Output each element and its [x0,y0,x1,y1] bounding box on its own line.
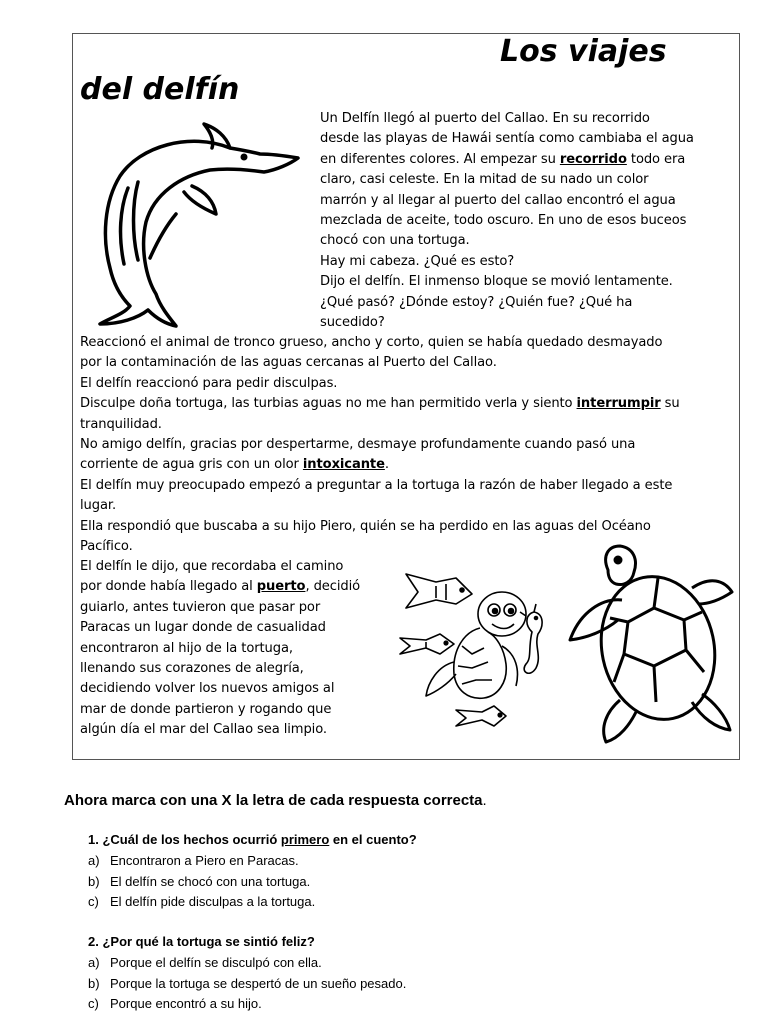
story-body-line [80,394,680,414]
story-closing-line: llenando sus corazones de alegría, [80,661,304,676]
story-body-line: Reaccionó el animal de tronco grueso, ancho y corto, quien se había quedado desmayado [80,335,663,350]
story-intro-line [320,150,685,170]
option-letter: c) [88,996,99,1011]
question-2-title [88,934,315,949]
quiz-instruction: Ahora marca con una X la letra de cada respuesta correcta. [64,792,487,809]
story-body-line [80,455,389,475]
story-intro-line: claro, casi celeste. En la mitad de su nado un color [320,172,649,188]
option-letter: a) [88,853,100,868]
story-intro-line: Dijo el delfín. El inmenso bloque se movió lentamente. [320,274,673,290]
story-closing-line: encontraron al hijo de la tortuga, [80,640,293,656]
option-letter: b) [88,873,100,889]
story-closing-line: El delfín le dijo, que recordaba el camino [80,559,344,574]
dolphin-illustration [80,118,304,330]
question-1-option[interactable] [88,894,315,909]
story-body-line: por la contaminación de las aguas cercanas al Puerto del Callao. [80,355,497,371]
question-1-option[interactable] [88,853,299,868]
option-letter: a) [88,955,100,970]
option-text: Porque el delfín se disculpó con ella. [110,955,322,970]
story-body-line: lugar. [80,498,117,514]
sea-turtle-illustration [562,542,738,748]
keyword-interrumpir: interrumpir [576,396,661,412]
story-closing-line [80,577,360,597]
story-intro-line: sucedido? [320,315,385,330]
question-2-option[interactable] [88,976,406,991]
option-letter: b) [88,975,100,991]
story-body-line: tranquilidad. [80,416,162,432]
question-text: 2. ¿Por qué la tortuga se sintió feliz? [88,934,315,949]
keyword-recorrido: recorrido [559,151,627,167]
text-segment: su [660,396,680,412]
keyword-intoxicante: intoxicante [302,457,385,473]
story-intro-line: ¿Qué pasó? ¿Dónde estoy? ¿Quién fue? ¿Qué ha [320,294,633,310]
text-segment: corriente de agua gris con un olor [80,457,303,473]
text-segment: por donde había llegado al [80,579,257,595]
story-intro-line: chocó con una tortuga. [320,233,470,249]
dolphin-eye [241,154,248,161]
story-intro-line: desde las playas de Hawái sentía como cambiaba el agua [320,131,694,147]
question-1-option[interactable] [88,874,310,889]
story-body-line: El delfín muy preocupado empezó a preguntar a la tortuga la razón de haber llegado a este [80,477,673,493]
story-title-line2: del delfín [80,72,240,107]
story-body-line: Ella respondió que buscaba a su hijo Piero, quién se ha perdido en las aguas del Océano [80,518,651,534]
question-keyword: primero [280,832,330,847]
option-text: El delfín se chocó con una tortuga. [110,873,311,889]
option-text: Porque encontró a su hijo. [110,996,262,1011]
story-intro-line: marrón y al llegar al puerto del callao encontró el agua [320,192,676,208]
question-2-option[interactable] [88,996,262,1011]
story-closing-line: mar de donde partieron y rogando que [80,701,332,717]
story-intro-line: mezclada de aceite, todo oscuro. En uno de esos buceos [320,213,687,228]
question-text: 1. ¿Cuál de los hechos ocurrió [88,832,281,847]
option-text: El delfín pide disculpas a la tortuga. [110,894,316,909]
text-segment: , decidió [305,579,361,595]
question-1-title [88,832,417,847]
text-segment: en diferentes colores. Al empezar su [320,151,560,167]
option-letter: c) [88,894,99,909]
text-segment: . [384,457,389,473]
keyword-puerto: puerto [256,579,306,595]
sea-friends-illustration [396,562,556,744]
story-intro-line: Hay mi cabeza. ¿Qué es esto? [320,253,515,269]
question-text: en el cuento? [329,832,417,847]
option-text: Porque la tortuga se despertó de un sueño pesado. [110,975,407,991]
story-body-line: Pacífico. [80,539,133,554]
story-closing-line: decidiendo volver los nuevos amigos al [80,681,335,697]
option-text: Encontraron a Piero en Paracas. [110,853,299,868]
story-intro-line: Un Delfín llegó al puerto del Callao. En su recorrido [320,111,650,126]
story-closing-line: algún día el mar del Callao sea limpio. [80,722,327,738]
story-title-line1: Los viajes [500,34,667,69]
question-2-option[interactable] [88,955,322,970]
story-closing-line: guiarlo, antes tuvieron que pasar por [80,599,321,615]
text-segment: todo era [626,151,686,167]
story-body-line: No amigo delfín, gracias por despertarme, desmaye profundamente cuando pasó una [80,437,636,452]
story-closing-line: Paracas un lugar donde de casualidad [80,620,326,636]
text-segment: Disculpe doña tortuga, las turbias aguas no me han permitido verla y siento [80,396,577,412]
story-body-line: El delfín reaccionó para pedir disculpas. [80,375,338,391]
